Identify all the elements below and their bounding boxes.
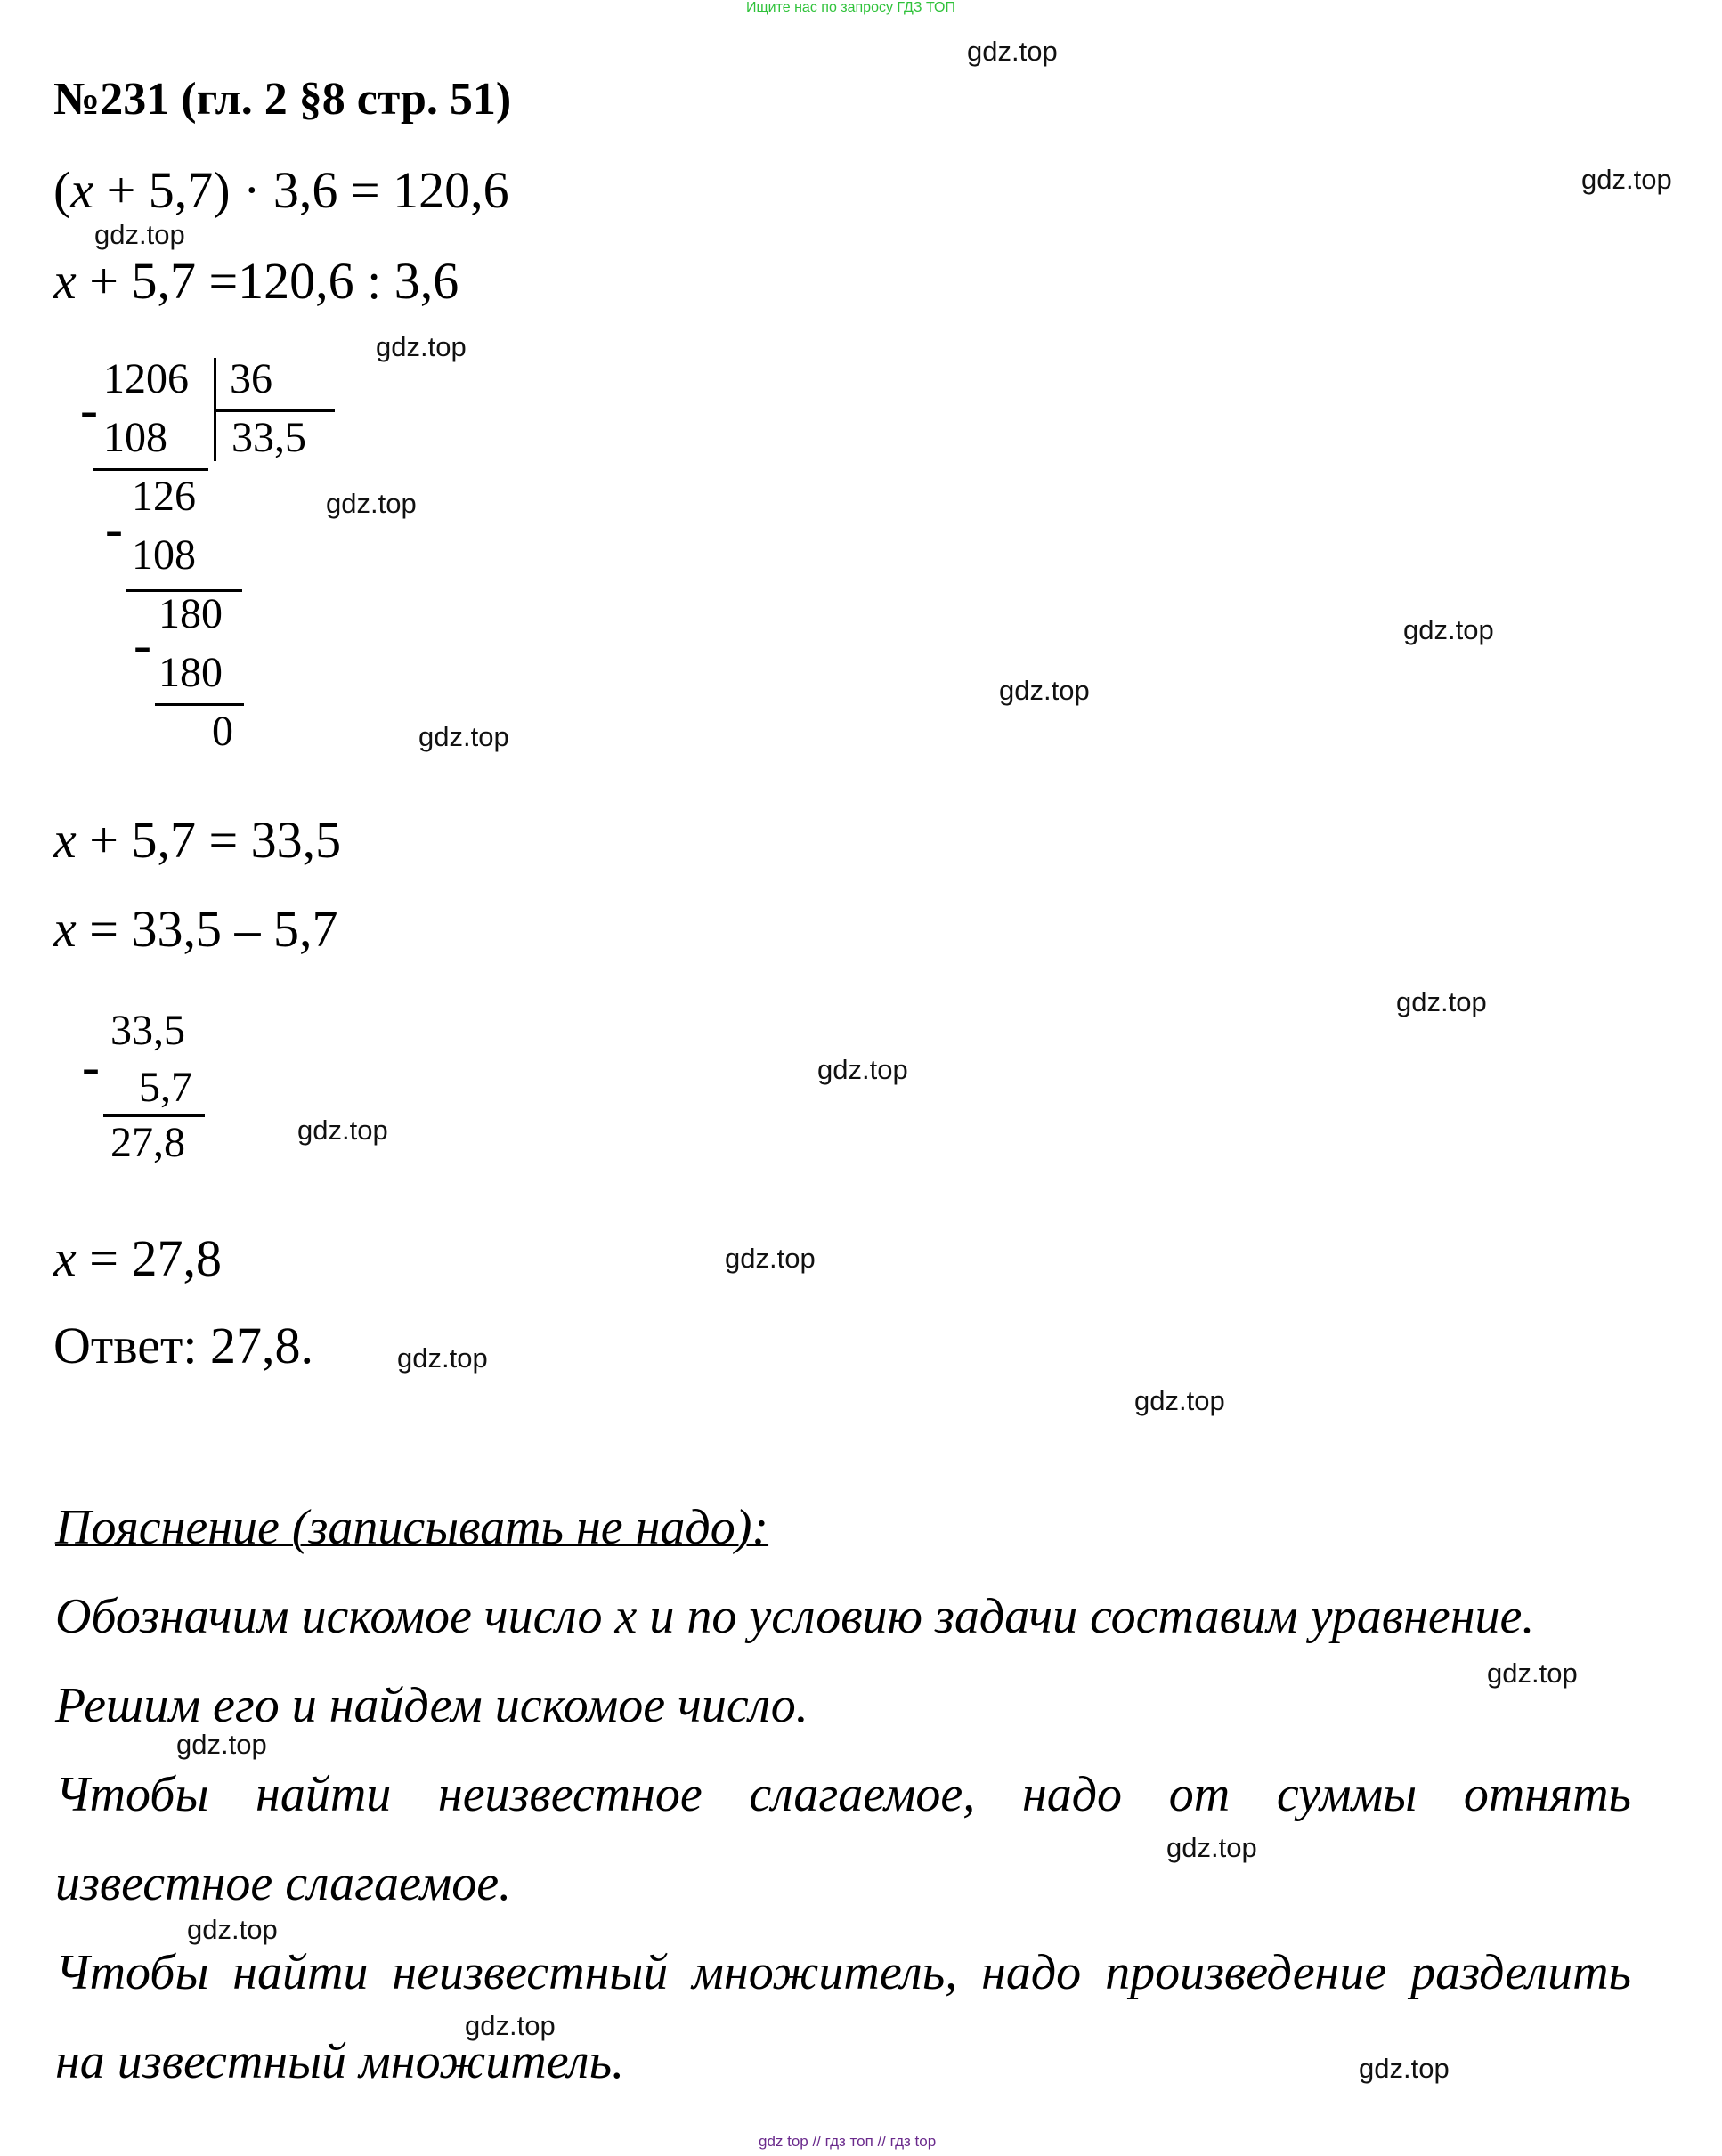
- explanation-heading: Пояснение (записывать не надо):: [55, 1500, 769, 1555]
- equation-5: x = 27,8: [53, 1229, 222, 1287]
- page-title: №231 (гл. 2 §8 стр. 51): [53, 74, 512, 125]
- dividend: 1206: [103, 355, 189, 402]
- subtrahend: 5,7: [139, 1064, 192, 1111]
- division-row: 126: [132, 473, 196, 520]
- equation-2: x + 5,7 =120,6 : 3,6: [53, 252, 459, 310]
- division-row: 108: [103, 414, 167, 461]
- answer: Ответ: 27,8.: [53, 1317, 313, 1374]
- watermark: gdz.top: [1359, 2053, 1450, 2084]
- quotient: 33,5: [231, 414, 306, 461]
- explanation-line: Решим его и найдем искомое число.: [55, 1678, 808, 1733]
- divisor: 36: [230, 355, 272, 402]
- divisor-line: [214, 409, 335, 412]
- watermark: gdz.top: [1134, 1385, 1225, 1416]
- watermark: gdz.top: [967, 36, 1058, 67]
- subtraction-line: [103, 1114, 205, 1117]
- subtraction-result: 27,8: [110, 1119, 185, 1166]
- watermark: gdz.top: [297, 1114, 388, 1146]
- watermark: gdz.top: [725, 1243, 816, 1274]
- watermark: gdz.top: [176, 1729, 267, 1760]
- minus-sign: -: [80, 380, 98, 439]
- explanation-line: Чтобы найти неизвестный множитель, надо произведение разделить: [55, 1945, 1631, 2000]
- division-line: [155, 703, 244, 706]
- division-row: 108: [132, 531, 196, 579]
- division-remainder: 0: [212, 708, 233, 755]
- watermark: gdz.top: [1487, 1658, 1578, 1689]
- minus-sign: -: [105, 499, 123, 558]
- explanation-line: Чтобы найти неизвестное слагаемое, надо от суммы отнять: [55, 1767, 1631, 1822]
- watermark: gdz.top: [817, 1054, 908, 1085]
- division-row: 180: [158, 649, 223, 696]
- equation-1: (x + 5,7) · 3,6 = 120,6: [53, 161, 509, 219]
- watermark: gdz.top: [397, 1342, 488, 1374]
- division-line: [93, 468, 208, 471]
- top-banner: Ищите нас по запросу ГДЗ ТОП: [746, 0, 955, 15]
- watermark: gdz.top: [94, 219, 185, 250]
- minus-sign: -: [82, 1037, 100, 1096]
- minuend: 33,5: [110, 1007, 185, 1054]
- minus-sign: -: [134, 615, 151, 674]
- watermark: gdz.top: [418, 721, 509, 752]
- equation-4: x = 33,5 – 5,7: [53, 900, 338, 958]
- equation-3: x + 5,7 = 33,5: [53, 811, 342, 869]
- explanation-line: Обозначим искомое число x и по условию задачи составим уравнение.: [55, 1589, 1535, 1644]
- watermark: gdz.top: [1581, 164, 1672, 195]
- watermark: gdz.top: [187, 1914, 278, 1945]
- footer-links: gdz top // гдз топ // гдз top: [759, 2133, 937, 2150]
- watermark: gdz.top: [1166, 1832, 1257, 1863]
- watermark: gdz.top: [465, 2010, 556, 2041]
- watermark: gdz.top: [376, 331, 467, 362]
- explanation-line: известное слагаемое.: [55, 1856, 512, 1911]
- watermark: gdz.top: [999, 675, 1090, 706]
- explanation-line: на известный множитель.: [55, 2034, 625, 2089]
- division-row: 180: [158, 590, 223, 637]
- watermark: gdz.top: [1403, 614, 1494, 645]
- watermark: gdz.top: [1396, 986, 1487, 1017]
- watermark: gdz.top: [326, 488, 417, 519]
